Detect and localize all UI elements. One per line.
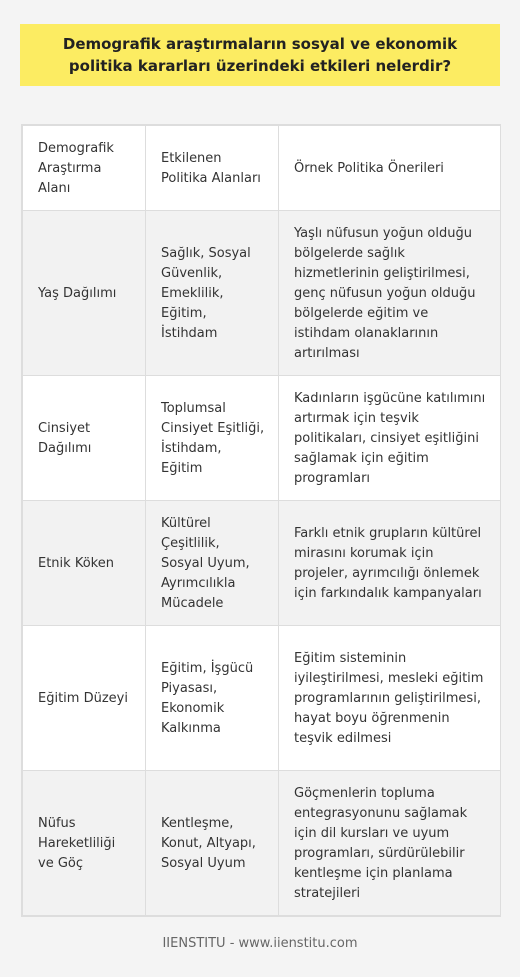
cell-research-area: Cinsiyet Dağılımı (23, 376, 146, 501)
question-title: Demografik araştırmaların sosyal ve ekonomik politika kararları üzerindeki etkileri nelerdir? (62, 35, 458, 75)
cell-policy-examples: Farklı etnik grupların kültürel mirasını korumak için projeler, ayrımcılığı önlemek için farkındalık kampanyaları (279, 501, 501, 626)
table-row (23, 376, 501, 501)
cell-research-area: Etnik Köken (23, 501, 146, 626)
header-policy-examples: Örnek Politika Önerileri (279, 126, 501, 211)
table-header-row (23, 126, 501, 211)
cell-research-area: Nüfus Hareketliliği ve Göç (23, 771, 146, 916)
cell-policy-areas: Kentleşme, Konut, Altyapı, Sosyal Uyum (146, 771, 279, 916)
table-row (23, 626, 501, 771)
footer-credit: IIENSTITU - www.iienstitu.com (162, 936, 358, 951)
cell-policy-areas: Kültürel Çeşitlilik, Sosyal Uyum, Ayrımcılıkla Mücadele (146, 501, 279, 626)
cell-policy-examples: Eğitim sisteminin iyileştirilmesi, mesleki eğitim programlarının geliştirilmesi, hayat boyu öğrenmenin teşvik edilmesi (279, 626, 501, 771)
question-banner (20, 24, 500, 86)
cell-research-area: Eğitim Düzeyi (23, 626, 146, 771)
cell-policy-examples: Yaşlı nüfusun yoğun olduğu bölgelerde sağlık hizmetlerinin geliştirilmesi, genç nüfusun yoğun olduğu bölgelerde eğitim ve istihdam olanaklarının artırılması (279, 211, 501, 376)
cell-policy-examples: Kadınların işgücüne katılımını artırmak için teşvik politikaları, cinsiyet eşitliğini sağlamak için eğitim programları (279, 376, 501, 501)
header-policy-areas: Etkilenen Politika Alanları (146, 126, 279, 211)
cell-policy-examples: Göçmenlerin topluma entegrasyonunu sağlamak için dil kursları ve uyum programları, sürdürülebilir kentleşme için planlama stratejileri (279, 771, 501, 916)
header-research-area: Demografik Araştırma Alanı (23, 126, 146, 211)
cell-policy-areas: Sağlık, Sosyal Güvenlik, Emeklilik, Eğitim, İstihdam (146, 211, 279, 376)
table-row (23, 501, 501, 626)
cell-policy-areas: Eğitim, İşgücü Piyasası, Ekonomik Kalkınma (146, 626, 279, 771)
table-row (23, 211, 501, 376)
cell-policy-areas: Toplumsal Cinsiyet Eşitliği, İstihdam, Eğitim (146, 376, 279, 501)
cell-research-area: Yaş Dağılımı (23, 211, 146, 376)
policy-table (21, 124, 501, 917)
table-row (23, 771, 501, 916)
policy-table-grid (22, 125, 501, 916)
